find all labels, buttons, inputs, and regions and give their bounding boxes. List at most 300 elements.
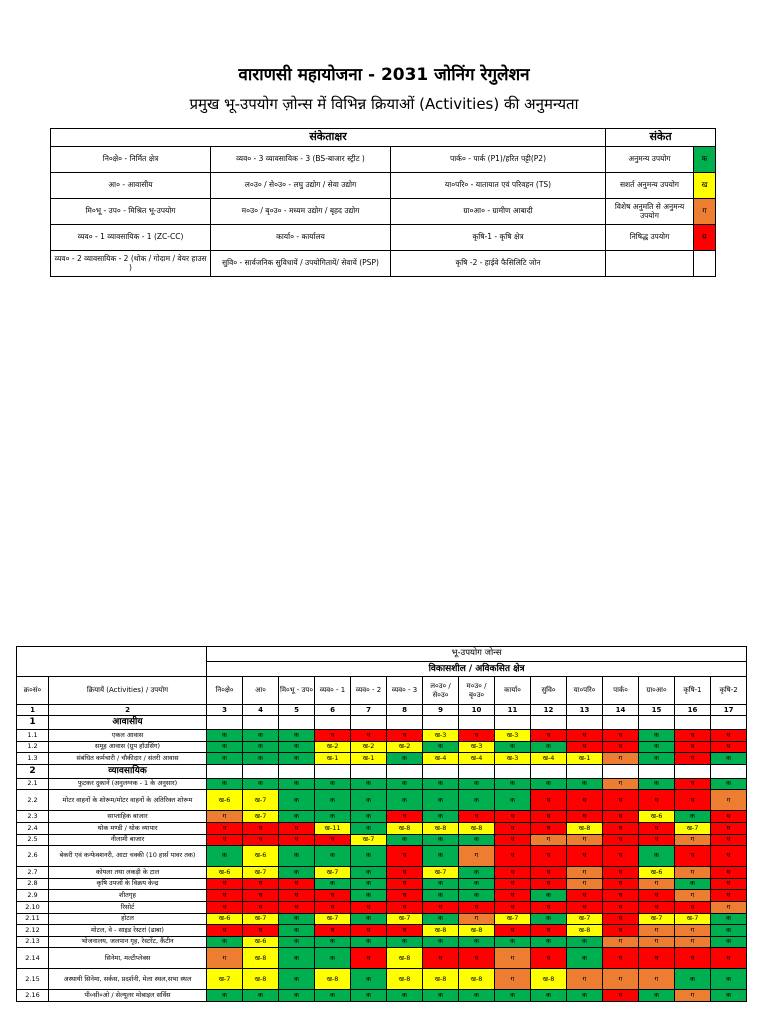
permissibility-cell: घ [495,925,531,937]
permissibility-cell: घ [531,822,567,834]
permissibility-cell: ग [675,990,711,1002]
row-activity: फुटकर दुकानें (अनुलग्नक - 1 के अनुसार) [49,778,207,790]
permissibility-cell: घ [711,948,747,969]
permissibility-cell: क [243,778,279,790]
empty-cell [603,764,639,778]
section-row [17,764,747,778]
permissibility-cell: घ [711,867,747,879]
permissibility-cell: क [387,990,423,1002]
permissibility-cell: घ [387,811,423,823]
table-row [17,741,747,753]
permissibility-cell: क [675,878,711,890]
permissibility-cell: ग [675,925,711,937]
permissibility-cell: क [495,778,531,790]
permissibility-cell: क [279,741,315,753]
permissibility-cell: घ [567,741,603,753]
permissibility-cell: क [423,741,459,753]
permissibility-cell: क [423,878,459,890]
row-serial: 2.4 [17,822,49,834]
permissibility-cell: ख-8 [243,948,279,969]
zones-header: भू-उपयोग जोन्स [207,647,747,662]
permissibility-cell: क [315,846,351,867]
permissibility-cell: क [423,790,459,811]
permissibility-cell: क [423,778,459,790]
permissibility-cell: क [711,778,747,790]
row-activity: थोक मण्डी / थोक व्यापार [49,822,207,834]
permissibility-cell: क [531,990,567,1002]
zone-header: कृषि-2 [711,677,747,705]
legend-symbol-meaning: निषिद्ध उपयोग [606,225,694,251]
permissibility-cell: घ [603,913,639,925]
table-row [17,867,747,879]
permissibility-cell: क [207,936,243,948]
permissibility-cell: ख-8 [459,925,495,937]
permissibility-cell: ख-7 [351,834,387,846]
permissibility-cell: क [495,936,531,948]
permissibility-cell: क [639,846,675,867]
row-serial: 2.6 [17,846,49,867]
row-activity: बेकरी एवं कन्फेक्शनरी, आटा चक्की (10 हार्स पावर तक) [49,846,207,867]
permissibility-cell: घ [639,948,675,969]
permissibility-cell: क [207,846,243,867]
permissibility-cell: क [567,778,603,790]
permissibility-cell: घ [531,811,567,823]
permissibility-cell: घ [567,901,603,913]
permissibility-cell: क [531,741,567,753]
empty-cell [495,764,531,778]
row-serial: 2.2 [17,790,49,811]
permissibility-cell: क [351,969,387,990]
permissibility-cell: घ [639,901,675,913]
empty-cell [495,716,531,730]
permissibility-cell: घ [531,901,567,913]
permissibility-cell: ख-7 [243,811,279,823]
permissibility-cell: ख-7 [675,822,711,834]
permissibility-cell: घ [531,846,567,867]
permissibility-cell: क [279,790,315,811]
permissibility-cell: क [675,969,711,990]
permissibility-cell: घ [675,790,711,811]
page-title: वाराणसी महायोजना - 2031 जोनिंग रेगुलेशन [238,65,530,85]
empty-cell [315,764,351,778]
permissibility-cell: क [279,990,315,1002]
permissibility-cell: घ [243,890,279,902]
section-name: व्यावसायिक [49,764,207,778]
zone-header: व्यव० - 1 [315,677,351,705]
legend-abbr-cell: व्यव० - 1 व्यावसायिक - 1 (ZC-CC) [51,225,211,251]
column-number: 17 [711,705,747,716]
permissibility-cell: ग [675,890,711,902]
empty-cell [675,764,711,778]
row-activity: अस्थायी सिनेमा, सर्कस, प्रदर्शनी, मेला स्थल,सभा स्थल [49,969,207,990]
permissibility-cell: क [423,990,459,1002]
permissibility-cell: घ [711,811,747,823]
zone-header: कार्या० [495,677,531,705]
permissibility-cell: क [495,741,531,753]
table-row [17,790,747,811]
empty-cell [387,716,423,730]
permissibility-cell: घ [459,901,495,913]
permissibility-cell: घ [567,811,603,823]
permissibility-cell: क [351,811,387,823]
column-number: 5 [279,705,315,716]
permissibility-cell: क [207,753,243,765]
legend-abbr-cell: म०उ० / बृ०उ० - मध्यम उद्योग / बृहद उद्योग [211,199,391,225]
activity-header: क्रियायें (Activities) / उपयोग [49,677,207,705]
permissibility-cell: ग [567,969,603,990]
permissibility-cell: ख-8 [387,969,423,990]
permissibility-cell: घ [531,790,567,811]
legend-abbr-cell: कृषि -2 - हाईवे फैसिलिटि जोन [391,251,606,277]
permissibility-cell: घ [603,925,639,937]
permissibility-cell: ख-7 [567,913,603,925]
permissibility-cell: ग [531,834,567,846]
permissibility-cell: क [459,936,495,948]
permissibility-cell: क [279,913,315,925]
table-row [17,936,747,948]
permissibility-cell: क [315,936,351,948]
permissibility-cell: ग [711,901,747,913]
permissibility-cell: घ [639,822,675,834]
permissibility-cell: घ [711,834,747,846]
permissibility-cell: ग [639,878,675,890]
permissibility-cell: घ [459,811,495,823]
legend-abbr-cell: व्यव० - 2 व्यावसायिक - 2 (थोक / गोदाम / वेयर हाउस ) [51,251,211,277]
column-number: 9 [423,705,459,716]
permissibility-cell: ख-6 [207,867,243,879]
empty-cell [603,716,639,730]
permissibility-cell: घ [567,730,603,742]
column-number: 8 [387,705,423,716]
permissibility-cell: घ [603,878,639,890]
permissibility-cell: क [279,811,315,823]
legend-abbr-cell: पार्क० - पार्क (P1)/हरित पट्टी(P2) [391,147,606,173]
permissibility-cell: घ [279,901,315,913]
permissibility-cell: क [423,936,459,948]
permissibility-cell: ग [639,925,675,937]
permissibility-cell: घ [675,741,711,753]
row-activity: समूह आवास (ग्रुप हॉउसिंग) [49,741,207,753]
permissibility-cell: घ [207,901,243,913]
legend-abbr-cell: या०परि० - यातायात एवं परिवहन (TS) [391,173,606,199]
permissibility-cell: घ [531,925,567,937]
permissibility-cell: क [711,990,747,1002]
permissibility-cell: ग [603,936,639,948]
permissibility-cell: क [279,778,315,790]
permissibility-cell: ख-6 [243,936,279,948]
empty-cell [387,764,423,778]
permissibility-cell: घ [495,867,531,879]
permissibility-cell: क [279,948,315,969]
row-serial: 2.15 [17,969,49,990]
permissibility-cell: क [207,990,243,1002]
table-row [17,878,747,890]
zone-header: म०उ० / बृ०उ० [459,677,495,705]
permissibility-cell: घ [495,846,531,867]
legend-symbol-meaning: सशर्त अनुमन्य उपयोग [606,173,694,199]
permissibility-cell: घ [279,834,315,846]
permissibility-cell: क [279,925,315,937]
legend-abbr-cell: सुवि० - सार्वजनिक सुविधायें / उपयोगितायें/ सेवायें (PSP) [211,251,391,277]
permissibility-cell: क [243,730,279,742]
row-serial: 2.3 [17,811,49,823]
legend-row [51,147,716,173]
permissibility-cell: क [351,990,387,1002]
empty-cell [351,764,387,778]
zone-header: कृषि-1 [675,677,711,705]
row-serial: 2.10 [17,901,49,913]
legend-row [51,173,716,199]
permissibility-cell: घ [243,925,279,937]
permissibility-cell: क [639,741,675,753]
permissibility-cell: ख-8 [459,969,495,990]
permissibility-cell: ग [459,913,495,925]
permissibility-cell: ख-8 [423,969,459,990]
permissibility-cell: घ [639,834,675,846]
empty-cell [243,764,279,778]
permissibility-cell: क [459,834,495,846]
permissibility-cell: क [639,778,675,790]
permissibility-cell: क [423,846,459,867]
column-number: 11 [495,705,531,716]
permissibility-cell: घ [675,901,711,913]
permissibility-cell: घ [495,822,531,834]
permissibility-cell: क [351,822,387,834]
zone-header: या०परि० [567,677,603,705]
permissibility-cell: घ [387,730,423,742]
table-row [17,925,747,937]
permissibility-cell: ख-1 [315,753,351,765]
legend-abbr-cell: कृषि-1 - कृषि क्षेत्र [391,225,606,251]
legend-row [51,225,716,251]
permissibility-cell: घ [387,867,423,879]
permissibility-cell: घ [603,890,639,902]
table-row [17,948,747,969]
permissibility-cell: ग [711,790,747,811]
permissibility-cell: घ [387,878,423,890]
empty-cell [243,716,279,730]
permissibility-cell: ख-3 [423,730,459,742]
permissibility-cell: क [351,878,387,890]
permissibility-cell: ग [639,969,675,990]
row-activity: शीतगृह [49,890,207,902]
permissibility-cell: ख-8 [243,969,279,990]
permissibility-cell: घ [495,834,531,846]
empty-cell [567,716,603,730]
table-row [17,901,747,913]
permissibility-cell: घ [315,890,351,902]
permissibility-cell: क [351,913,387,925]
row-activity: कृषि उपजों के विक्रय केन्द्र [49,878,207,890]
column-number: 7 [351,705,387,716]
permissibility-cell: घ [603,741,639,753]
permissibility-cell: घ [459,948,495,969]
permissibility-cell: घ [315,925,351,937]
row-serial: 1.3 [17,753,49,765]
legend-abbr-cell: आ० - आवासीय [51,173,211,199]
matrix-corner [17,647,207,677]
permissibility-cell: घ [387,890,423,902]
legend-symbol-meaning: विशेष अनुमति से अनुमन्य उपयोग [606,199,694,225]
permissibility-cell: घ [567,790,603,811]
legend-row [51,251,716,277]
legend-abbr-cell: कार्या० - कार्यालय [211,225,391,251]
permissibility-cell: ख-6 [207,913,243,925]
permissibility-cell: ख-7 [495,913,531,925]
permissibility-cell: घ [567,846,603,867]
permissibility-cell: क [387,790,423,811]
empty-cell [315,716,351,730]
permissibility-cell: ग [495,969,531,990]
table-row [17,846,747,867]
legend-symbol-header: संकेत [606,129,716,147]
row-activity: साप्ताहिक बाजार [49,811,207,823]
permissibility-cell: क [279,846,315,867]
permissibility-cell: घ [675,846,711,867]
table-row [17,890,747,902]
legend-symbol-swatch: घ [694,225,716,251]
permissibility-cell: घ [351,730,387,742]
row-activity: होटल [49,913,207,925]
permissibility-cell: क [351,867,387,879]
permissibility-cell: ख-8 [423,925,459,937]
empty-cell [423,764,459,778]
permissibility-cell: घ [603,822,639,834]
permissibility-cell: क [567,936,603,948]
table-row [17,730,747,742]
permissibility-cell: ग [639,936,675,948]
legend-abbr-cell: नि०क्षे० - निर्मित क्षेत्र [51,147,211,173]
permissibility-cell: घ [531,878,567,890]
permissibility-cell: घ [495,878,531,890]
permissibility-cell: क [315,811,351,823]
permissibility-cell: क [351,936,387,948]
page-subtitle: प्रमुख भू-उपयोग ज़ोन्स में विभिन्न क्रियाओं (Activities) की अनुमन्यता [189,95,579,113]
permissibility-cell: ख-1 [567,753,603,765]
row-serial: 2.1 [17,778,49,790]
row-activity: संबंधित कर्मचारी / चौकीदार / संतरी आवास [49,753,207,765]
permissibility-cell: ख-8 [567,822,603,834]
permissibility-cell: घ [711,890,747,902]
permissibility-cell: घ [603,730,639,742]
permissibility-cell: ख-8 [459,822,495,834]
permissibility-cell: क [459,867,495,879]
permissibility-cell: क [423,834,459,846]
legend-symbol-meaning [606,251,694,277]
permissibility-cell: घ [495,901,531,913]
row-activity: रिसोर्ट [49,901,207,913]
permissibility-cell: ख-8 [387,948,423,969]
empty-cell [639,716,675,730]
permissibility-cell: क [243,741,279,753]
permissibility-cell: ख-7 [315,913,351,925]
row-activity: एकल आवास [49,730,207,742]
permissibility-cell: घ [351,948,387,969]
permissibility-cell: क [495,990,531,1002]
permissibility-cell: घ [243,878,279,890]
permissibility-cell: ख-3 [495,730,531,742]
permissibility-cell: घ [711,741,747,753]
permissibility-cell: घ [603,834,639,846]
permissibility-cell: ख-2 [351,741,387,753]
permissibility-cell: घ [315,730,351,742]
permissibility-cell: क [675,811,711,823]
row-activity: सिनेमा, मल्टीप्लेक्स [49,948,207,969]
permissibility-cell: घ [207,834,243,846]
permissibility-cell: घ [279,878,315,890]
permissibility-cell: घ [531,867,567,879]
column-number: 6 [315,705,351,716]
table-row [17,753,747,765]
row-serial: 1.2 [17,741,49,753]
permissibility-cell: ख-6 [207,790,243,811]
table-row [17,913,747,925]
column-number: 10 [459,705,495,716]
permissibility-cell: ख-8 [567,925,603,937]
column-number: 12 [531,705,567,716]
permissibility-cell: ग [207,948,243,969]
permissibility-cell: क [531,936,567,948]
permissibility-cell: ख-4 [459,753,495,765]
permissibility-cell: क [351,890,387,902]
table-row [17,990,747,1002]
permissibility-cell: ख-2 [315,741,351,753]
permissibility-cell: ग [603,778,639,790]
empty-cell [207,716,243,730]
permissibility-cell: ख-7 [387,913,423,925]
permissibility-cell: ख-7 [639,913,675,925]
permissibility-cell: ख-8 [387,822,423,834]
zone-header: ग्रा०आ० [639,677,675,705]
permissibility-cell: ख-8 [423,822,459,834]
permissibility-cell: क [567,990,603,1002]
permissibility-cell: घ [423,901,459,913]
zone-header: व्यव० - 2 [351,677,387,705]
permissibility-cell: घ [603,846,639,867]
empty-cell [279,716,315,730]
permissibility-cell: क [387,753,423,765]
permissibility-cell: घ [243,822,279,834]
section-name: आवासीय [49,716,207,730]
empty-cell [459,764,495,778]
permissibility-cell: ख-6 [639,811,675,823]
permissibility-cell: घ [603,948,639,969]
row-serial: 2.5 [17,834,49,846]
empty-cell [711,716,747,730]
permissibility-cell: घ [279,822,315,834]
permissibility-cell: क [387,936,423,948]
permissibility-cell: घ [315,834,351,846]
permissibility-cell: क [387,778,423,790]
permissibility-cell: क [711,936,747,948]
permissibility-cell: घ [603,811,639,823]
permissibility-cell: क [639,990,675,1002]
permissibility-cell: घ [675,730,711,742]
legend-symbol-swatch: ग [694,199,716,225]
section-number: 1 [17,716,49,730]
permissibility-cell: घ [531,730,567,742]
permissibility-cell: क [315,778,351,790]
permissibility-cell: क [207,778,243,790]
column-number: 4 [243,705,279,716]
permissibility-cell: ख-7 [675,913,711,925]
permissibility-cell: घ [459,730,495,742]
permissibility-cell: घ [567,890,603,902]
empty-cell [567,764,603,778]
empty-cell [675,716,711,730]
permissibility-cell: क [315,990,351,1002]
permissibility-cell: क [207,730,243,742]
